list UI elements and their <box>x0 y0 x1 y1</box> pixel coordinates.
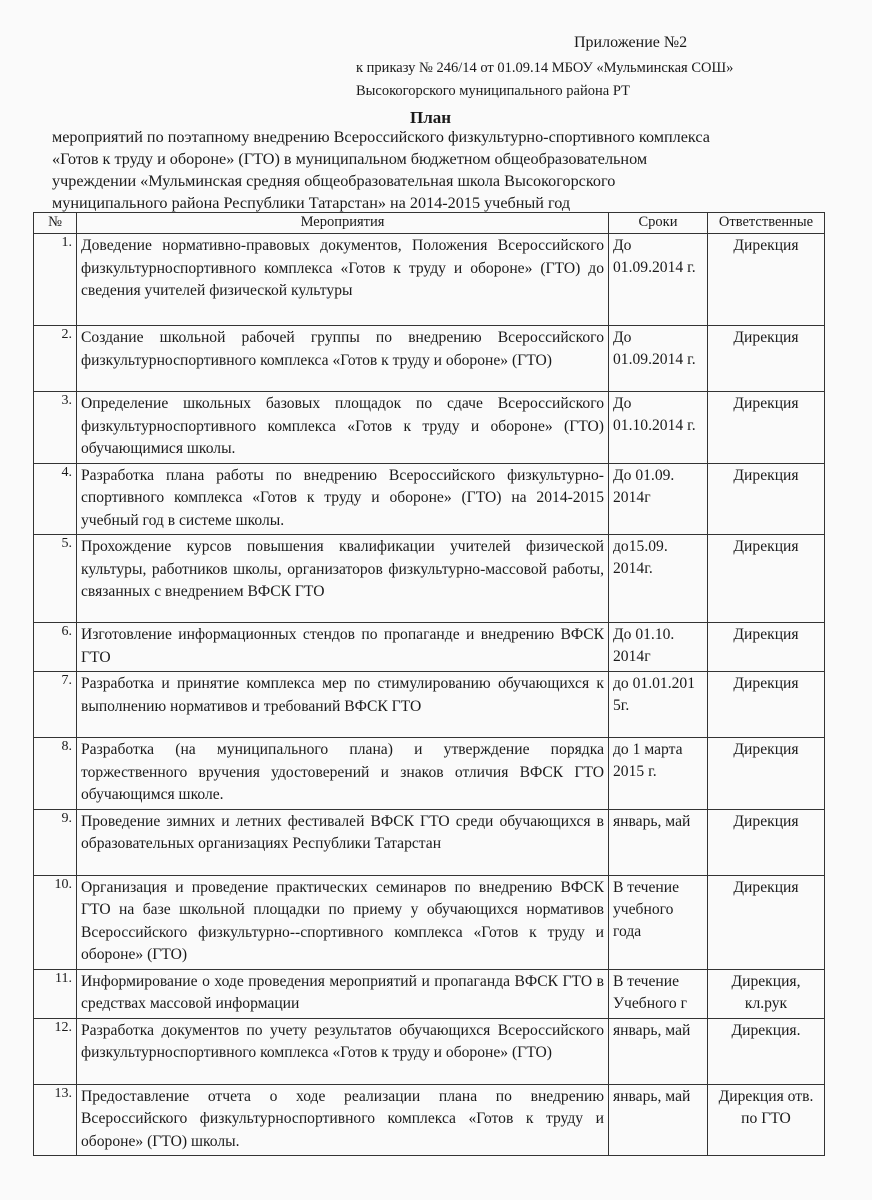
plan-description-line: «Готов к труду и обороне» (ГТО) в муниципальном бюджетном общеобразовательном <box>52 150 648 168</box>
row-term: До 01.09. 2014г <box>609 463 708 535</box>
header-responsible: Ответственные <box>708 213 825 234</box>
table-row <box>34 1084 825 1156</box>
row-number: 9. <box>34 809 77 875</box>
row-term: До 01.09.2014 г. <box>609 234 708 326</box>
row-responsible: Дирекция <box>708 738 825 810</box>
table-row <box>34 392 825 464</box>
row-number: 11. <box>34 969 77 1018</box>
row-responsible: Дирекция <box>708 326 825 392</box>
row-number: 13. <box>34 1084 77 1156</box>
header-number: № <box>34 213 77 234</box>
row-term: До 01.10. 2014г <box>609 623 708 672</box>
row-number: 6. <box>34 623 77 672</box>
row-responsible: Дирекция <box>708 672 825 738</box>
row-activity: Создание школьной рабочей группы по внедрению Всероссийского физкультурноспортивного комплекса «Готов к труду и обороне» (ГТО) <box>77 326 609 392</box>
row-term: В течение учебного года <box>609 875 708 969</box>
row-activity: Разработка плана работы по внедрению Всероссийского физкультурно-спортивного комплекса «Готов к труду и обороне» (ГТО) на 2014-2015 учебный год в системе школы. <box>77 463 609 535</box>
row-number: 7. <box>34 672 77 738</box>
row-responsible: Дирекция <box>708 392 825 464</box>
row-term: В течение Учебного г <box>609 969 708 1018</box>
table-row <box>34 326 825 392</box>
row-activity: Прохождение курсов повышения квалификации учителей физической культуры, работников школы, организаторов физкультурно-массовой работы, связанных с внедрением ВФСК ГТО <box>77 535 609 623</box>
row-activity: Изготовление информационных стендов по пропаганде и внедрению ВФСК ГТО <box>77 623 609 672</box>
row-term: до 01.01.201 5г. <box>609 672 708 738</box>
row-activity: Разработка (на муниципального плана) и утверждение порядка торжественного вручения удостоверений и знаков отличия ВФСК ГТО обучающимся школе. <box>77 738 609 810</box>
row-responsible: Дирекция <box>708 463 825 535</box>
row-responsible: Дирекция, кл.рук <box>708 969 825 1018</box>
table-row <box>34 623 825 672</box>
order-reference: к приказу № 246/14 от 01.09.14 МБОУ «Мульминская СОШ» <box>356 60 734 76</box>
table-row <box>34 463 825 535</box>
row-activity: Разработка документов по учету результатов обучающихся Всероссийского физкультурноспортивного комплекса «Готов к труду и обороне» (ГТО) <box>77 1018 609 1084</box>
row-responsible: Дирекция <box>708 875 825 969</box>
table-row <box>34 1018 825 1084</box>
table-header-row <box>34 213 825 234</box>
row-responsible: Дирекция <box>708 234 825 326</box>
plan-description-line: муниципального района Республики Татарстан» на 2014-2015 учебный год <box>52 194 571 212</box>
row-term: январь, май <box>609 1084 708 1156</box>
row-activity: Информирование о ходе проведения мероприятий и пропаганда ВФСК ГТО в средствах массовой информации <box>77 969 609 1018</box>
activities-table <box>33 212 825 1156</box>
plan-description-line: учреждении «Мульминская средняя общеобразовательная школа Высокогорского <box>52 172 616 190</box>
table-body <box>34 234 825 1156</box>
row-number: 8. <box>34 738 77 810</box>
row-activity: Доведение нормативно-правовых документов, Положения Всероссийского физкультурноспортивного комплекса «Готов к труду и обороне» (ГТО) до сведения учителей физической культуры <box>77 234 609 326</box>
row-responsible: Дирекция <box>708 535 825 623</box>
table-row <box>34 738 825 810</box>
table-row <box>34 672 825 738</box>
table-row <box>34 535 825 623</box>
row-number: 5. <box>34 535 77 623</box>
row-term: До 01.09.2014 г. <box>609 326 708 392</box>
row-term: до15.09. 2014г. <box>609 535 708 623</box>
row-number: 3. <box>34 392 77 464</box>
plan-description-line: мероприятий по поэтапному внедрению Всероссийского физкультурно-спортивного комплекса <box>52 128 710 146</box>
table-row <box>34 234 825 326</box>
table-row <box>34 969 825 1018</box>
row-term: январь, май <box>609 809 708 875</box>
row-number: 4. <box>34 463 77 535</box>
row-term: До 01.10.2014 г. <box>609 392 708 464</box>
row-activity: Предоставление отчета о ходе реализации плана по внедрению Всероссийского физкультурноспортивного комплекса «Готов к труду и обороне» (ГТО) школы. <box>77 1084 609 1156</box>
row-number: 1. <box>34 234 77 326</box>
plan-description <box>52 126 812 214</box>
row-number: 10. <box>34 875 77 969</box>
appendix-number: Приложение №2 <box>574 34 688 51</box>
region-reference: Высокогорского муниципального района РТ <box>356 83 630 99</box>
row-number: 12. <box>34 1018 77 1084</box>
row-term: до 1 марта 2015 г. <box>609 738 708 810</box>
plan-title: План <box>410 108 452 127</box>
row-term: январь, май <box>609 1018 708 1084</box>
row-activity: Разработка и принятие комплекса мер по стимулированию обучающихся к выполнению нормативов и требований ВФСК ГТО <box>77 672 609 738</box>
row-responsible: Дирекция <box>708 623 825 672</box>
header-activity: Мероприятия <box>77 213 609 234</box>
row-number: 2. <box>34 326 77 392</box>
header-term: Сроки <box>609 213 708 234</box>
table-row <box>34 809 825 875</box>
row-responsible: Дирекция отв. по ГТО <box>708 1084 825 1156</box>
row-responsible: Дирекция. <box>708 1018 825 1084</box>
table-row <box>34 875 825 969</box>
row-responsible: Дирекция <box>708 809 825 875</box>
row-activity: Определение школьных базовых площадок по сдаче Всероссийского физкультурноспортивного комплекса «Готов к труду и обороне» (ГТО) обучающимися школы. <box>77 392 609 464</box>
row-activity: Проведение зимних и летних фестивалей ВФСК ГТО среди обучающихся в образовательных организациях Республики Татарстан <box>77 809 609 875</box>
row-activity: Организация и проведение практических семинаров по внедрению ВФСК ГТО на базе школьной площадки по приему у обучающихся нормативов Всероссийского физкультурно--спортивного комплекса «Готов к труду и обороне» (ГТО) <box>77 875 609 969</box>
